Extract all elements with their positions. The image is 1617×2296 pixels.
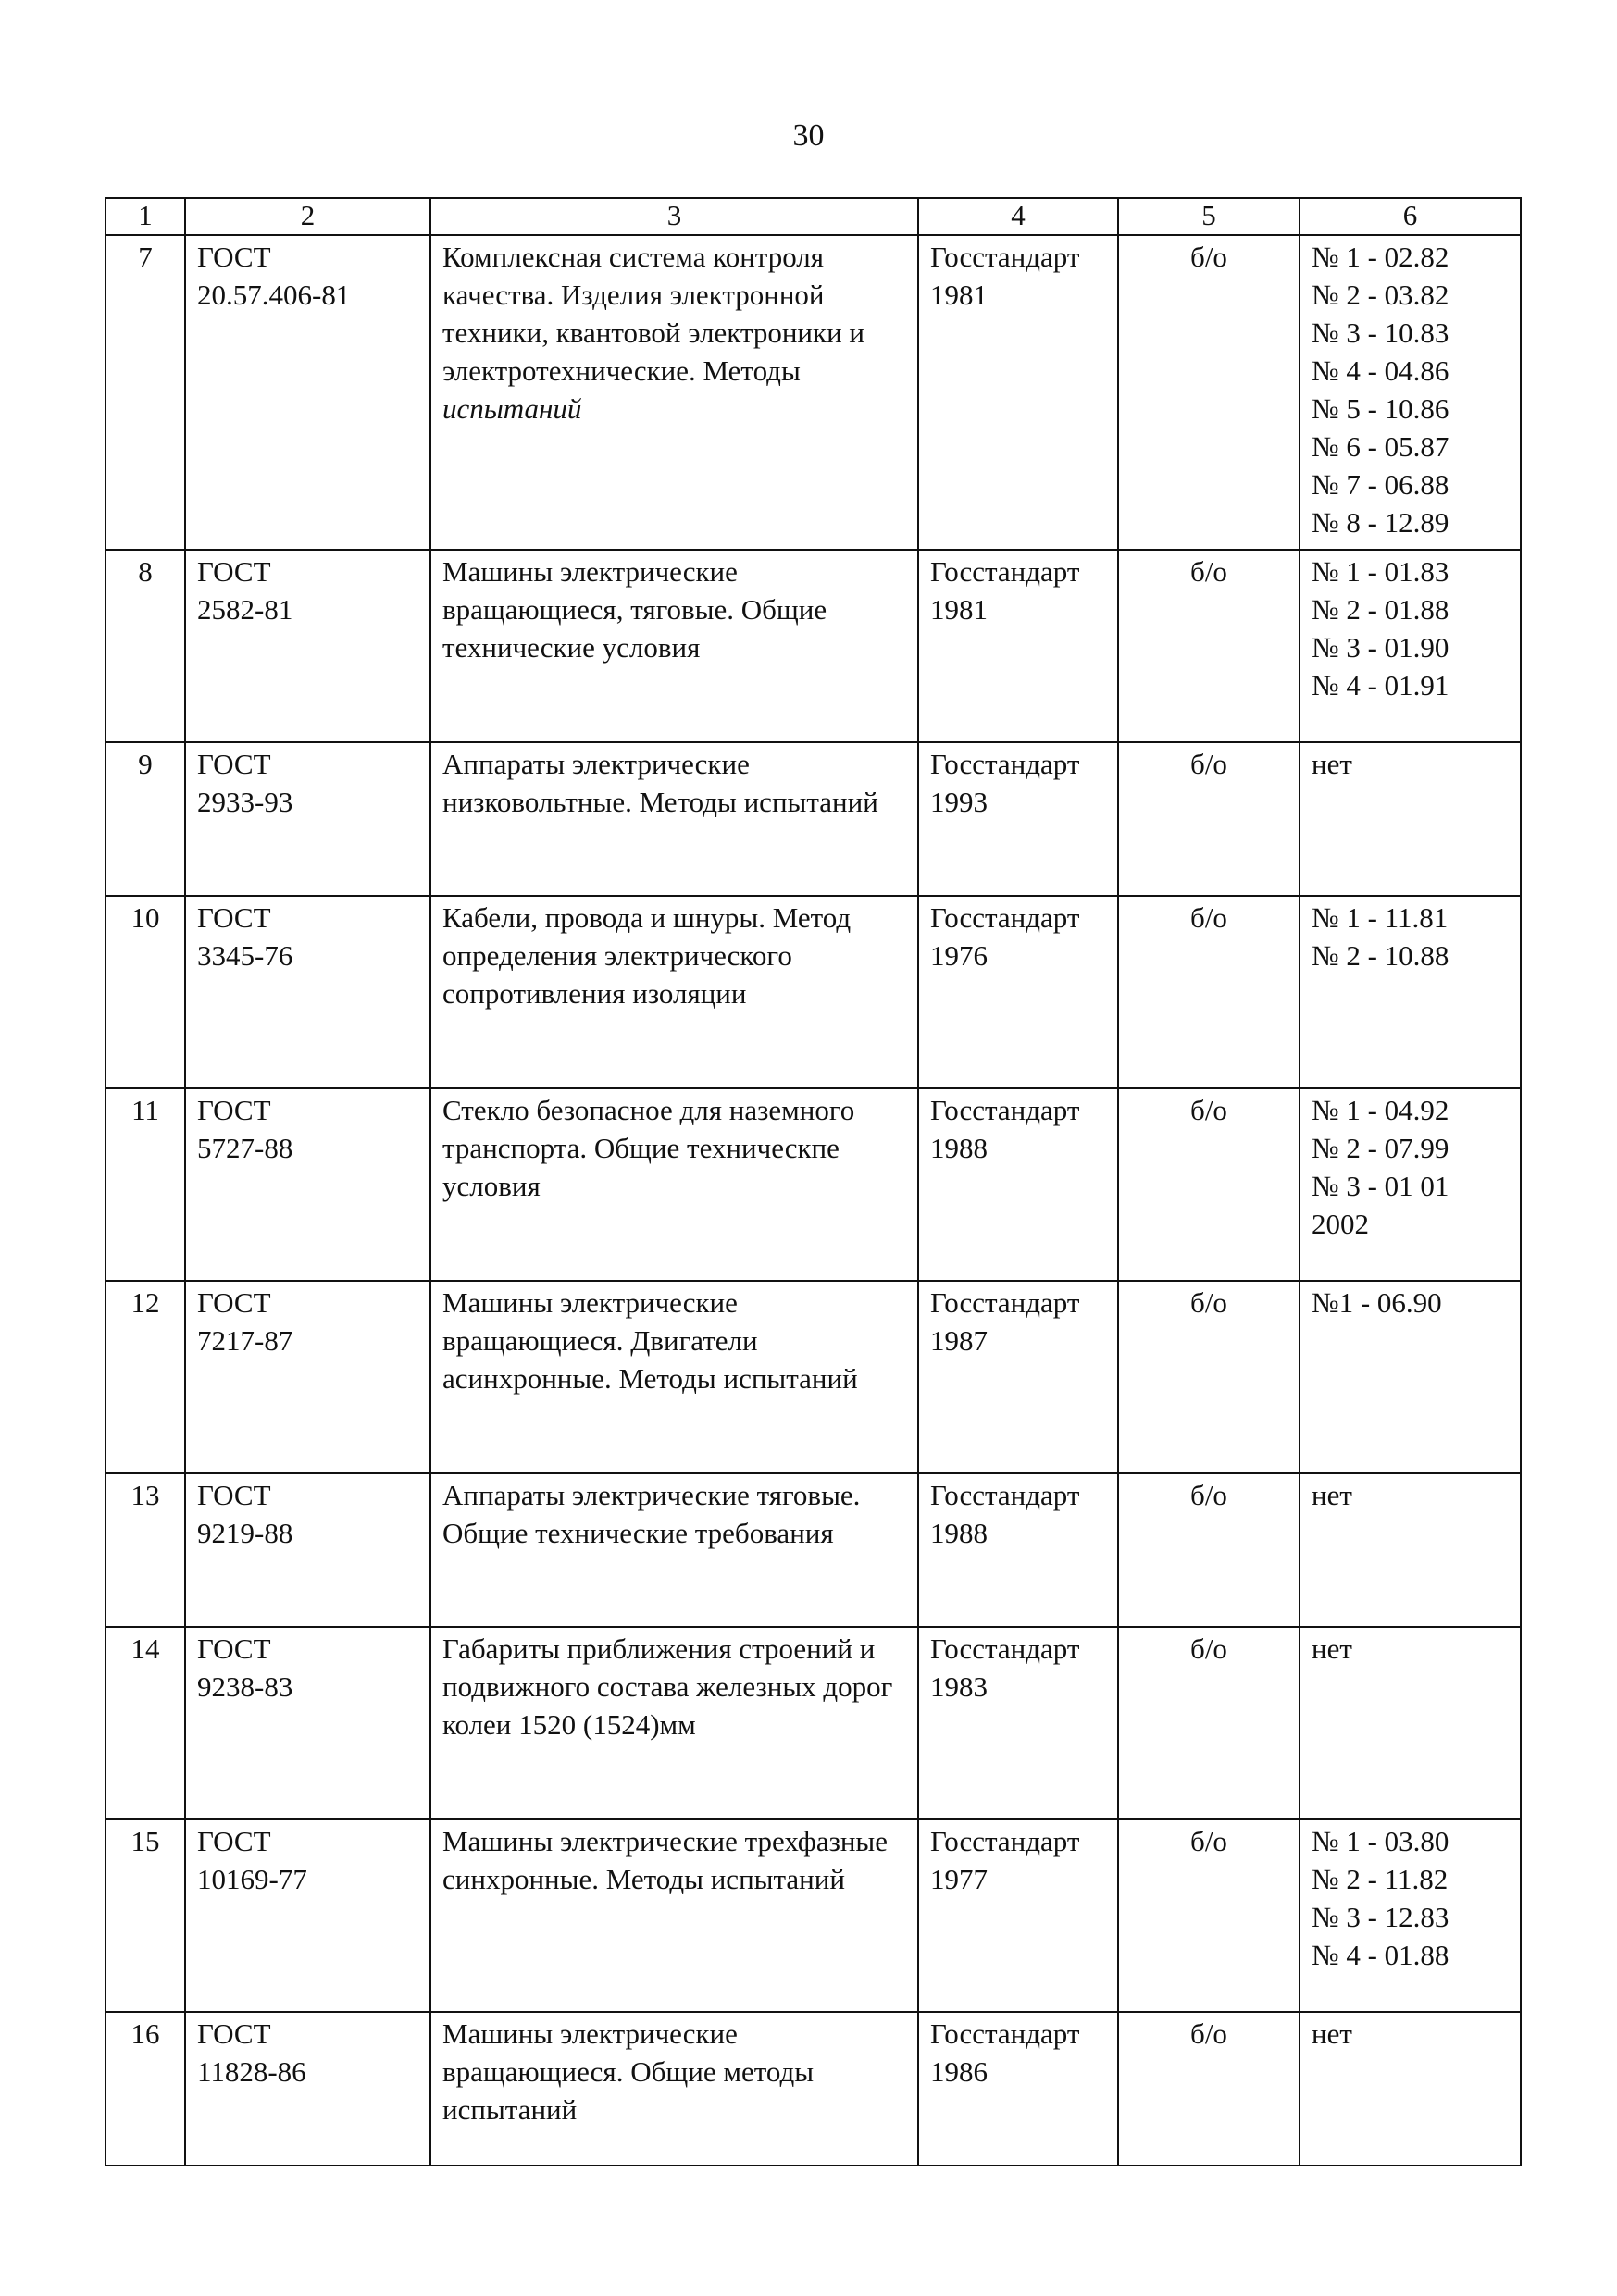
change-entry: № 1 - 01.83	[1312, 555, 1449, 588]
status-cell: б/о	[1118, 1281, 1300, 1473]
issuer-name: Госстандарт	[930, 1094, 1080, 1126]
gost-prefix: ГОСТ	[197, 555, 271, 588]
standard-title: Машины электрические вращающиеся. Двигатели асинхронные. Методы испытаний	[442, 1286, 858, 1395]
gost-code: 7217-87	[197, 1324, 293, 1357]
changes-cell	[1300, 1473, 1521, 1627]
issuer-name: Госстандарт	[930, 901, 1080, 934]
table-row	[106, 742, 1521, 896]
status-cell: б/о	[1118, 1627, 1300, 1819]
issue-year: 1988	[930, 1132, 988, 1164]
gost-code: 3345-76	[197, 939, 293, 972]
gost-code: 20.57.406-81	[197, 279, 351, 311]
standard-title: Стекло безопасное для наземного транспорта. Общие техническпе условия	[442, 1094, 855, 1202]
issue-year: 1983	[930, 1670, 988, 1703]
issuer-name: Госстандарт	[930, 241, 1080, 273]
gost-code: 2933-93	[197, 786, 293, 818]
changes-cell	[1300, 1819, 1521, 2012]
change-entry: № 2 - 10.88	[1312, 939, 1449, 972]
standard-title: Машины электрические трехфазные синхронные. Методы испытаний	[442, 1825, 888, 1895]
standard-title: Габариты приближения строений и подвижного состава железных дорог колеи 1520 (1524)мм	[442, 1632, 893, 1741]
issuer-name: Госстандарт	[930, 1286, 1080, 1319]
change-entry: № 1 - 04.92	[1312, 1094, 1449, 1126]
header-cell: 4	[918, 198, 1118, 235]
change-entry: нет	[1312, 1479, 1352, 1511]
changes-cell	[1300, 550, 1521, 742]
changes-cell	[1300, 1627, 1521, 1819]
gost-prefix: ГОСТ	[197, 2017, 271, 2050]
row-number-cell: 11	[106, 1088, 185, 1281]
gost-code-cell	[185, 550, 430, 742]
status-cell: б/о	[1118, 1473, 1300, 1627]
gost-code: 10169-77	[197, 1863, 307, 1895]
status-cell: б/о	[1118, 2012, 1300, 2166]
issuer-cell	[918, 1627, 1118, 1819]
status-cell: б/о	[1118, 742, 1300, 896]
change-entry: № 2 - 07.99	[1312, 1132, 1449, 1164]
table-row	[106, 1473, 1521, 1627]
issuer-name: Госстандарт	[930, 2017, 1080, 2050]
standard-title-cell	[430, 1281, 918, 1473]
status-cell: б/о	[1118, 550, 1300, 742]
standard-title-cell	[430, 1473, 918, 1627]
change-entry: № 7 - 06.88	[1312, 468, 1449, 501]
gost-code-cell	[185, 1281, 430, 1473]
issuer-cell	[918, 550, 1118, 742]
table-row	[106, 1088, 1521, 1281]
standard-title-cell	[430, 550, 918, 742]
standards-table	[105, 197, 1522, 2166]
row-number-cell: 9	[106, 742, 185, 896]
change-entry: № 4 - 04.86	[1312, 354, 1449, 387]
changes-cell	[1300, 2012, 1521, 2166]
change-entry: № 3 - 10.83	[1312, 316, 1449, 349]
standard-title-cell	[430, 1088, 918, 1281]
change-entry: № 3 - 01 01	[1312, 1170, 1449, 1202]
status-cell: б/о	[1118, 896, 1300, 1088]
issuer-cell	[918, 1473, 1118, 1627]
standard-title: Комплексная система контроля качества. Изделия электронной техники, квантовой электроники и электротехнические. Методы	[442, 241, 864, 387]
issuer-name: Госстандарт	[930, 1825, 1080, 1857]
table-row	[106, 2012, 1521, 2166]
header-cell: 3	[430, 198, 918, 235]
standard-title-cell	[430, 896, 918, 1088]
gost-code-cell	[185, 1088, 430, 1281]
header-cell: 6	[1300, 198, 1521, 235]
issue-year: 1987	[930, 1324, 988, 1357]
standard-title-cell	[430, 2012, 918, 2166]
change-entry: № 1 - 02.82	[1312, 241, 1449, 273]
issue-year: 1981	[930, 279, 988, 311]
row-number-cell: 14	[106, 1627, 185, 1819]
changes-cell	[1300, 235, 1521, 550]
change-entry: нет	[1312, 748, 1352, 780]
gost-prefix: ГОСТ	[197, 241, 271, 273]
issuer-cell	[918, 1088, 1118, 1281]
change-entry: № 1 - 11.81	[1312, 901, 1449, 934]
change-entry: № 1 - 03.80	[1312, 1825, 1449, 1857]
change-entry: 2002	[1312, 1208, 1369, 1240]
standard-title-cell	[430, 1819, 918, 2012]
change-entry: № 4 - 01.91	[1312, 669, 1449, 701]
issuer-cell	[918, 742, 1118, 896]
changes-cell	[1300, 1088, 1521, 1281]
row-number-cell: 7	[106, 235, 185, 550]
change-entry: № 2 - 03.82	[1312, 279, 1449, 311]
gost-code-cell	[185, 1819, 430, 2012]
gost-code-cell	[185, 1627, 430, 1819]
gost-prefix: ГОСТ	[197, 1094, 271, 1126]
issuer-cell	[918, 235, 1118, 550]
row-number-cell: 8	[106, 550, 185, 742]
change-entry: № 2 - 11.82	[1312, 1863, 1449, 1895]
standard-title: Машины электрические вращающиеся. Общие методы испытаний	[442, 2017, 815, 2126]
status-cell: б/о	[1118, 1088, 1300, 1281]
status-cell: б/о	[1118, 1819, 1300, 2012]
change-entry: № 3 - 01.90	[1312, 631, 1449, 664]
row-number-cell: 16	[106, 2012, 185, 2166]
standard-title-cell	[430, 1627, 918, 1819]
gost-prefix: ГОСТ	[197, 748, 271, 780]
issuer-name: Госстандарт	[930, 748, 1080, 780]
change-entry: нет	[1312, 2017, 1352, 2050]
gost-prefix: ГОСТ	[197, 1825, 271, 1857]
issue-year: 1977	[930, 1863, 988, 1895]
issuer-cell	[918, 2012, 1118, 2166]
issuer-cell	[918, 1819, 1118, 2012]
table-row	[106, 1819, 1521, 2012]
header-cell: 5	[1118, 198, 1300, 235]
issuer-cell	[918, 1281, 1118, 1473]
issue-year: 1988	[930, 1517, 988, 1549]
gost-code-cell	[185, 742, 430, 896]
change-entry: № 6 - 05.87	[1312, 430, 1449, 463]
standard-title-italic: испытаний	[442, 392, 582, 425]
row-number-cell: 12	[106, 1281, 185, 1473]
change-entry: № 5 - 10.86	[1312, 392, 1449, 425]
page-number: 30	[792, 118, 825, 153]
header-cell: 2	[185, 198, 430, 235]
issue-year: 1976	[930, 939, 988, 972]
changes-cell	[1300, 1281, 1521, 1473]
gost-code-cell	[185, 2012, 430, 2166]
table-row	[106, 896, 1521, 1088]
issuer-name: Госстандарт	[930, 1632, 1080, 1665]
gost-prefix: ГОСТ	[197, 1479, 271, 1511]
issuer-name: Госстандарт	[930, 1479, 1080, 1511]
change-entry: № 3 - 12.83	[1312, 1901, 1449, 1933]
gost-prefix: ГОСТ	[197, 1632, 271, 1665]
row-number-cell: 10	[106, 896, 185, 1088]
gost-prefix: ГОСТ	[197, 1286, 271, 1319]
table-row	[106, 235, 1521, 550]
gost-code: 2582-81	[197, 593, 293, 626]
change-entry: № 4 - 01.88	[1312, 1939, 1449, 1971]
table-row	[106, 1627, 1521, 1819]
changes-cell	[1300, 742, 1521, 896]
table-row	[106, 550, 1521, 742]
table-header-row	[106, 198, 1521, 235]
change-entry: № 2 - 01.88	[1312, 593, 1449, 626]
gost-code-cell	[185, 896, 430, 1088]
gost-code: 11828-86	[197, 2055, 306, 2088]
changes-cell	[1300, 896, 1521, 1088]
standard-title: Аппараты электрические низковольтные. Методы испытаний	[442, 748, 878, 818]
gost-code: 5727-88	[197, 1132, 293, 1164]
issuer-name: Госстандарт	[930, 555, 1080, 588]
table-row	[106, 1281, 1521, 1473]
change-entry: № 8 - 12.89	[1312, 506, 1449, 539]
standard-title-cell	[430, 235, 918, 550]
change-entry: №1 - 06.90	[1312, 1286, 1442, 1319]
status-cell: б/о	[1118, 235, 1300, 550]
standard-title: Машины электрические вращающиеся, тяговые. Общие технические условия	[442, 555, 827, 664]
header-cell: 1	[106, 198, 185, 235]
standard-title: Кабели, провода и шнуры. Метод определения электрического сопротивления изоляции	[442, 901, 852, 1010]
issue-year: 1993	[930, 786, 988, 818]
gost-code: 9219-88	[197, 1517, 293, 1549]
standard-title-cell	[430, 742, 918, 896]
gost-code-cell	[185, 1473, 430, 1627]
change-entry: нет	[1312, 1632, 1352, 1665]
issue-year: 1981	[930, 593, 988, 626]
standard-title: Аппараты электрические тяговые. Общие технические требования	[442, 1479, 861, 1549]
row-number-cell: 15	[106, 1819, 185, 2012]
gost-code: 9238-83	[197, 1670, 293, 1703]
issuer-cell	[918, 896, 1118, 1088]
gost-code-cell	[185, 235, 430, 550]
gost-prefix: ГОСТ	[197, 901, 271, 934]
issue-year: 1986	[930, 2055, 988, 2088]
row-number-cell: 13	[106, 1473, 185, 1627]
